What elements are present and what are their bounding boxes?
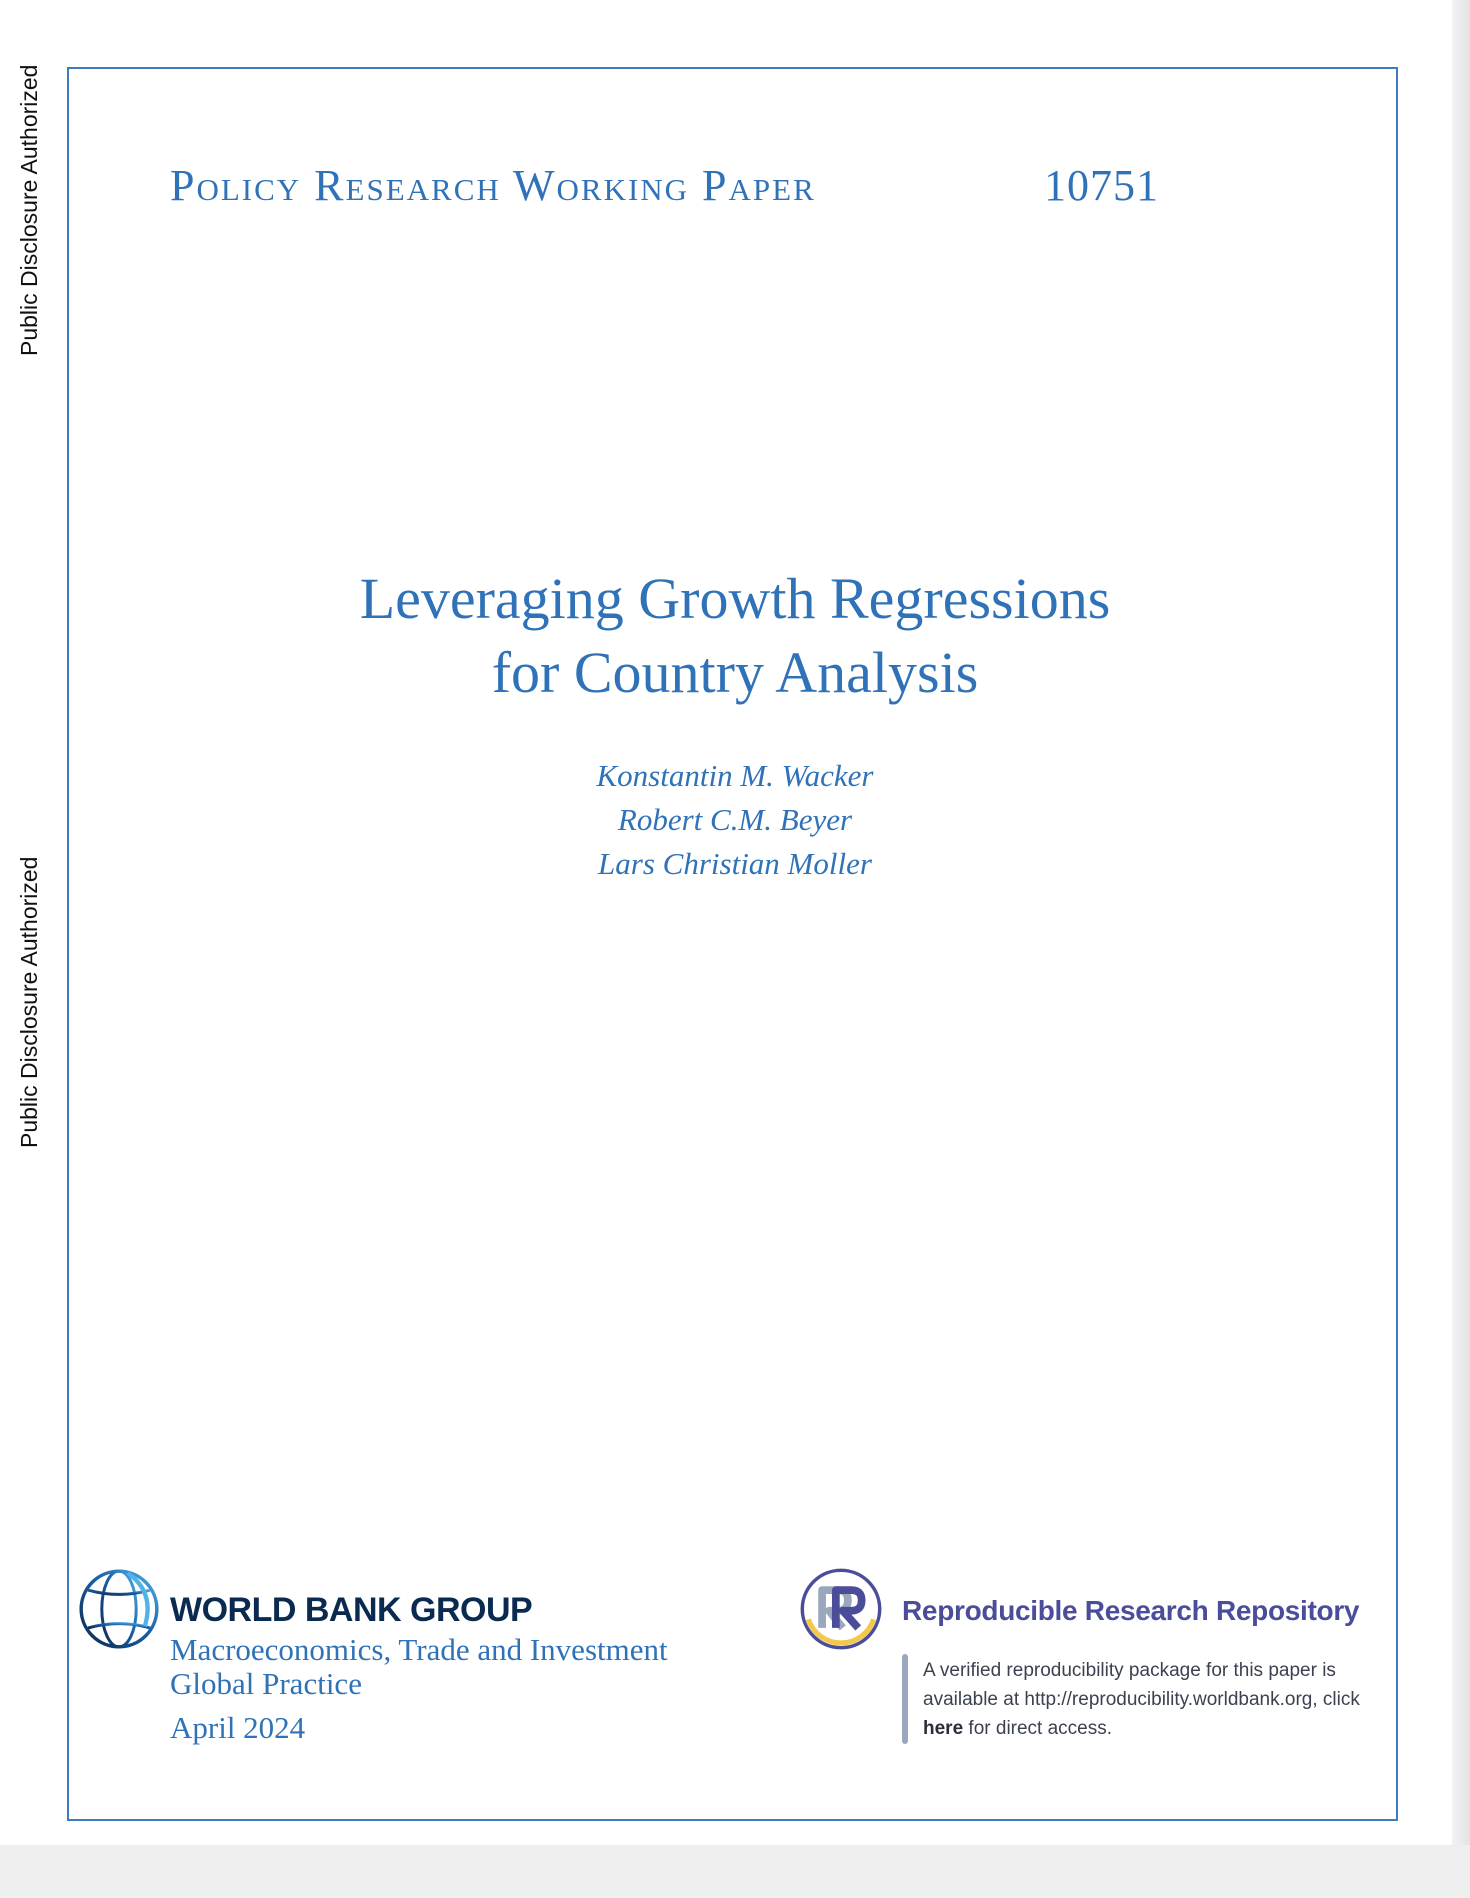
paper-title-line-2: for Country Analysis [491,640,979,705]
reproducibility-note-text: A verified reproducibility package for this paper is available at http://reproducibility.worldbank.org, click [923,1660,1360,1710]
reproducibility-note-text-end: for direct access. [963,1718,1113,1739]
cover-frame [67,67,1398,1821]
direct-access-link[interactable]: here [923,1718,964,1739]
author-name: Lars Christian Moller [598,846,872,881]
author-name: Robert C.M. Beyer [617,802,853,837]
global-practice-line-2: Global Practice [170,1666,362,1701]
reproducibility-note [923,1656,1393,1743]
paper-title-line-1: Leveraging Growth Regressions [359,566,1111,631]
repository-name: Reproducible Research Repository [902,1595,1360,1626]
disclosure-label-bottom: Public Disclosure Authorized [16,856,42,1148]
author-name: Konstantin M. Wacker [596,758,874,793]
repository-note-divider [902,1654,908,1744]
paper-number: 10751 [1044,161,1159,210]
paper-title [0,562,1470,710]
publication-date: April 2024 [170,1710,306,1745]
series-title: Policy Research Working Paper [170,161,816,210]
viewer-edge [1452,0,1470,1898]
author-list [0,754,1470,886]
publisher-name: WORLD BANK GROUP [170,1591,533,1629]
globe-icon [76,1566,162,1652]
global-practice [170,1633,668,1701]
disclosure-label-top: Public Disclosure Authorized [16,64,42,356]
rr-logo-icon [798,1566,884,1652]
viewer-bottom-strip [0,1845,1470,1898]
global-practice-line-1: Macroeconomics, Trade and Investment [170,1632,668,1667]
